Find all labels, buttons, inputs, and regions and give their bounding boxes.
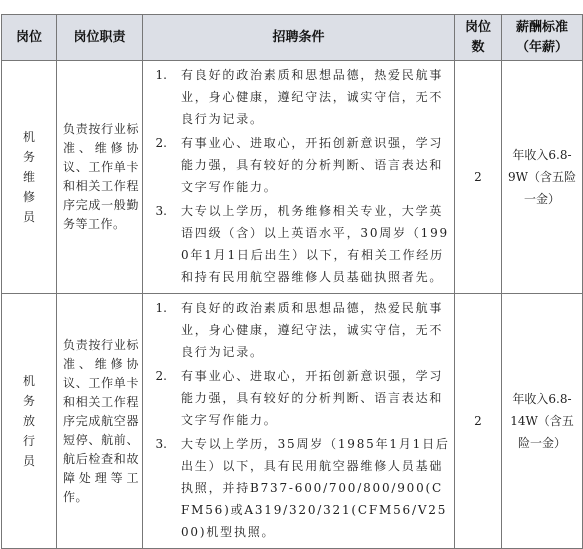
conditions-cell: [143, 61, 455, 294]
conditions-list: [143, 64, 450, 288]
condition-text: 有良好的政治素质和思想品德，热爱民航事业，身心健康，遵纪守法，诚实守信，无不良行为记录。: [181, 301, 444, 359]
header-row: [2, 15, 583, 61]
header-count-line2: 数: [471, 39, 485, 55]
condition-number: 3.: [155, 204, 167, 218]
count-cell: 2: [455, 61, 502, 294]
condition-item: [143, 200, 450, 288]
post-cell: [2, 61, 57, 294]
post-cell: [2, 294, 57, 549]
condition-text: 有良好的政治素质和思想品德，热爱民航事业，身心健康，遵纪守法，诚实守信，无不良行为记录。: [181, 68, 444, 126]
conditions-cell: [143, 294, 455, 549]
condition-text: 大专以上学历，机务维修相关专业，大学英语四级（含）以上英语水平，30周岁（1990年1月1日后出生）以下，有相关工作经历和持有民用航空器维修人员基础执照者先。: [181, 204, 449, 284]
count-cell: 2: [455, 294, 502, 549]
header-post: 岗位: [2, 15, 57, 61]
condition-text: 大专以上学历，35周岁（1985年1月1日后出生）以下，具有民用航空器维修人员基础执照，并持B737-600/700/800/900(CFM56)或A319/320/321(CFM56/V2500)机型执照。: [181, 437, 450, 539]
duty-cell: 负责按行业标准、维修协议、工作单卡和相关工作程序完成一般勤务等工作。: [57, 61, 143, 294]
header-count-line1: 岗位: [464, 19, 491, 35]
header-count: [455, 15, 502, 61]
header-salary: [502, 15, 583, 61]
condition-item: [143, 297, 450, 363]
recruitment-table: [1, 14, 583, 549]
conditions-list: [143, 297, 450, 543]
salary-cell: 年收入6.8-9W（含五险一金）: [502, 61, 583, 294]
table-row: [2, 294, 583, 549]
condition-number: 2.: [155, 136, 167, 150]
condition-text: 有事业心、进取心，开拓创新意识强，学习能力强，具有较好的分析判断、语言表达和文字写作能力。: [181, 136, 444, 194]
condition-item: [143, 64, 450, 130]
header-salary-line2: （年薪）: [515, 39, 568, 55]
salary-cell: 年收入6.8-14W（含五险一金）: [502, 294, 583, 549]
condition-item: [143, 365, 450, 431]
condition-number: 2.: [155, 369, 167, 383]
post-name: 机务放行员: [22, 374, 35, 468]
header-duty: 岗位职责: [57, 15, 143, 61]
condition-item: [143, 132, 450, 198]
header-conditions: 招聘条件: [143, 15, 455, 61]
post-name: 机务维修员: [22, 130, 35, 224]
condition-item: [143, 433, 450, 543]
condition-number: 1.: [155, 301, 167, 315]
condition-text: 有事业心、进取心，开拓创新意识强，学习能力强，具有较好的分析判断、语言表达和文字写作能力。: [181, 369, 444, 427]
duty-cell: 负责按行业标准、维修协议、工作单卡和相关工作程序完成航空器短停、航前、航后检查和故障处理等工作。: [57, 294, 143, 549]
condition-number: 1.: [155, 68, 167, 82]
condition-number: 3.: [155, 437, 167, 451]
header-salary-line1: 薪酬标准: [515, 19, 568, 35]
table-row: [2, 61, 583, 294]
